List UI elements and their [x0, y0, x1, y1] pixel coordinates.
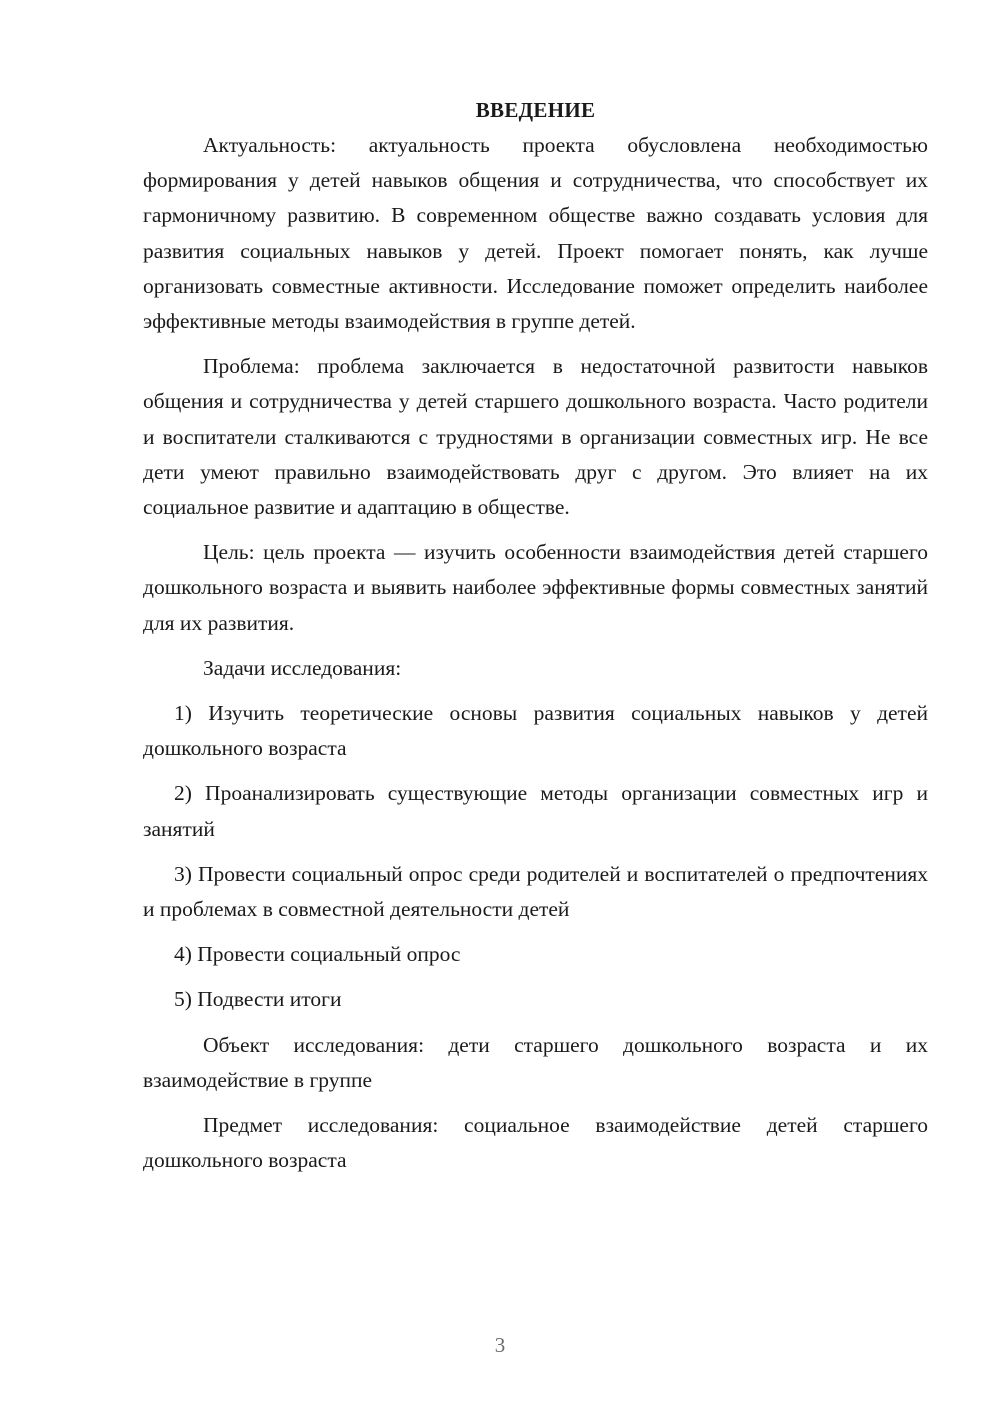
- relevance-paragraph: Актуальность: актуальность проекта обусловлена необходимостью формирования у детей навыков общения и сотрудничества, что способствует их гармоничному развитию. В современном обществе важно создавать условия для развития социальных навыков у детей. Проект помогает понять, как лучше организовать совместные активности. Исследование поможет определить наиболее эффективные методы взаимодействия в группе детей.: [143, 133, 928, 334]
- task-item-2: 2) Проанализировать существующие методы организации совместных игр и занятий: [143, 781, 928, 841]
- task-item-4: 4) Провести социальный опрос: [174, 942, 461, 967]
- task-item-3: 3) Провести социальный опрос среди родителей и воспитателей о предпочтениях и проблемах в совместной деятельности детей: [143, 861, 928, 922]
- task-item-5: 5) Подвести итоги: [174, 987, 342, 1012]
- goal-paragraph: Цель: цель проекта — изучить особенности взаимодействия детей старшего дошкольного возраста и выявить наиболее эффективные формы совместных занятий для их развития.: [143, 540, 928, 635]
- page-title: ВВЕДЕНИЕ: [475, 98, 596, 122]
- problem-paragraph: Проблема: проблема заключается в недостаточной развитости навыков общения и сотрудничества у детей старшего дошкольного возраста. Часто родители и воспитатели сталкиваются с трудностями в организации совместных игр. Не все дети умеют правильно взаимодействовать друг с другом. Это влияет на их социальное развитие и адаптацию в обществе.: [143, 354, 928, 520]
- subject-paragraph: Предмет исследования: социальное взаимодействие детей старшего дошкольного возраста: [143, 1113, 928, 1173]
- object-paragraph: Объект исследования: дети старшего дошкольного возраста и их взаимодействие в группе: [143, 1032, 928, 1092]
- page-content: [143, 93, 928, 1178]
- task-item-1: 1) Изучить теоретические основы развития социальных навыков у детей дошкольного возраста: [143, 701, 928, 761]
- tasks-heading: Задачи исследования:: [203, 655, 402, 680]
- page-number: 3: [494, 1333, 506, 1357]
